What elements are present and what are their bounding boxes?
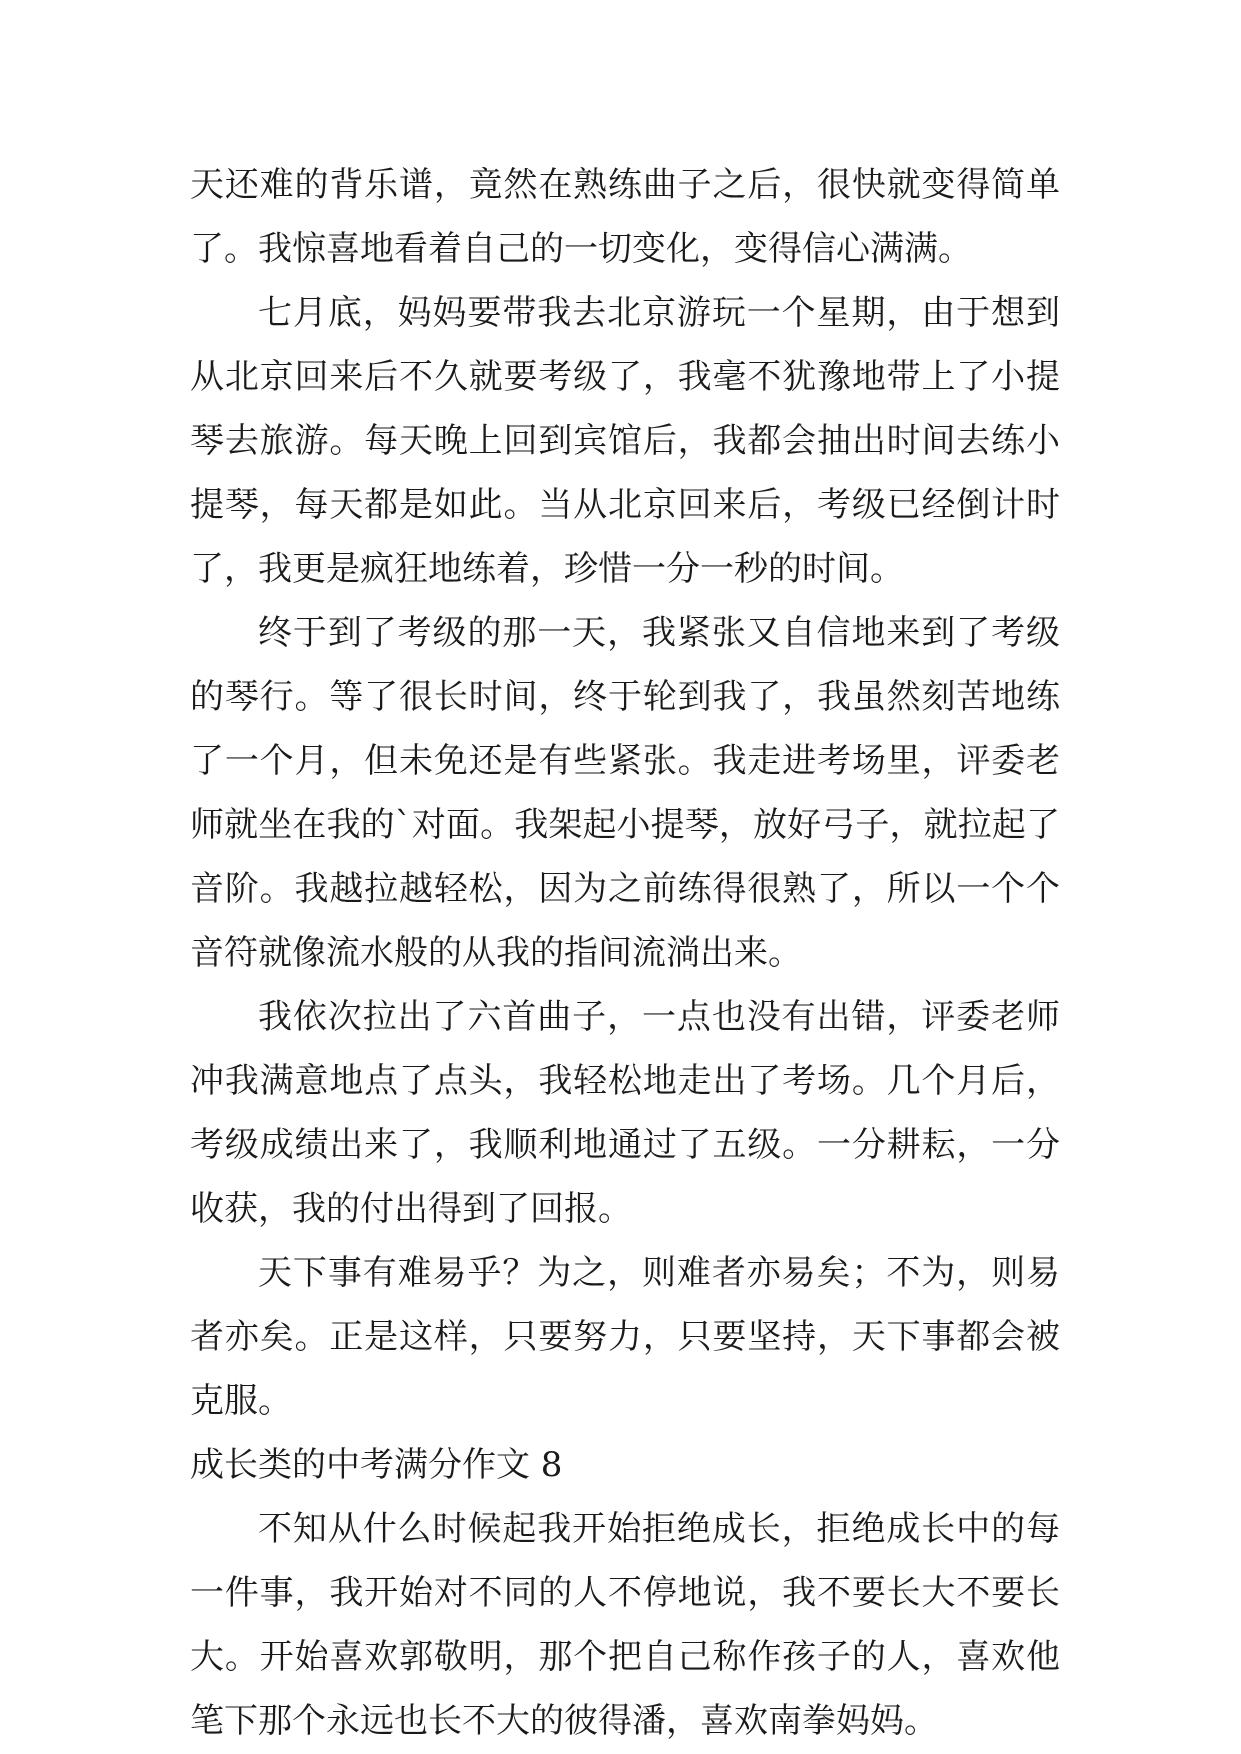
- paragraph-2: 七月底，妈妈要带我去北京游玩一个星期，由于想到从北京回来后不久就要考级了，我毫不犹豫地带上了小提琴去旅游。每天晚上回到宾馆后，我都会抽出时间去练小提琴，每天都是如此。当从北京回来后，考级已经倒计时了，我更是疯狂地练着，珍惜一分一秒的时间。: [190, 293, 1060, 589]
- section-heading: 成长类的中考满分作文 8: [190, 1445, 563, 1485]
- paragraph-4: 我依次拉出了六首曲子，一点也没有出错，评委老师冲我满意地点了点头，我轻松地走出了考场。几个月后，考级成绩出来了，我顺利地通过了五级。一分耕耘，一分收获，我的付出得到了回报。: [190, 997, 1060, 1229]
- section-paragraph-1: 不知从什么时候起我开始拒绝成长，拒绝成长中的每一件事，我开始对不同的人不停地说，我不要长大不要长大。开始喜欢郭敬明，那个把自己称作孩子的人，喜欢他笔下那个永远也长不大的彼得潘，喜欢南拳妈妈。: [190, 1509, 1060, 1741]
- paragraph-3: 终于到了考级的那一天，我紧张又自信地来到了考级的琴行。等了很长时间，终于轮到我了，我虽然刻苦地练了一个月，但未免还是有些紧张。我走进考场里，评委老师就坐在我的`对面。我架起小提琴，放好弓子，就拉起了音阶。我越拉越轻松，因为之前练得很熟了，所以一个个音符就像流水般的从我的指间流淌出来。: [190, 613, 1060, 973]
- document-body: [190, 153, 1060, 1753]
- paragraph-1: 天还难的背乐谱，竟然在熟练曲子之后，很快就变得简单了。我惊喜地看着自己的一切变化，变得信心满满。: [190, 165, 1060, 269]
- paragraph-5: 天下事有难易乎？为之，则难者亦易矣；不为，则易者亦矣。正是这样，只要努力，只要坚持，天下事都会被克服。: [190, 1253, 1060, 1421]
